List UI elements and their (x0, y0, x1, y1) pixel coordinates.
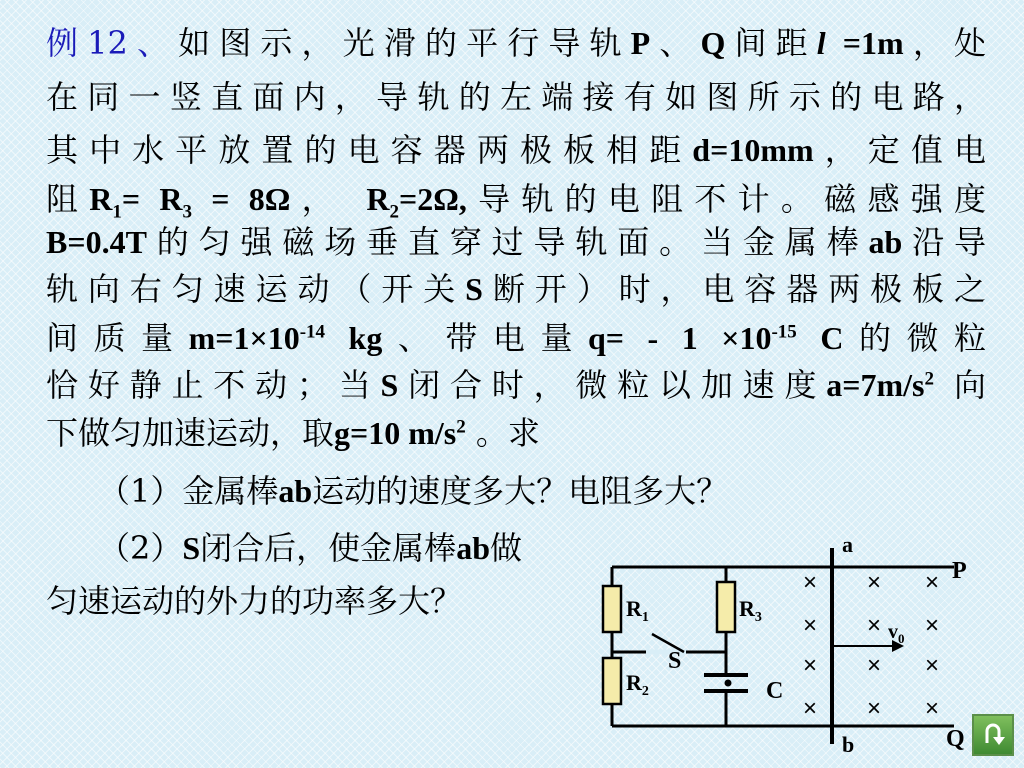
problem-line-6: 轨向右匀速运动（开关S断开）时，电容器两极板之 (46, 270, 986, 308)
circuit-diagram (596, 528, 1024, 768)
label-r2: $R_2$ (626, 670, 649, 699)
svg-text:×: × (802, 612, 818, 639)
question-1: （1）金属棒ab运动的速度多大？电阻多大？ (98, 472, 729, 510)
label-b: b (842, 732, 855, 757)
problem-line-2: 在同一竖直面内，导轨的左端接有如图所示的电路， (46, 78, 986, 116)
charged-particle (725, 680, 732, 687)
label-v0: $v_0$ (888, 621, 905, 646)
svg-text:×: × (802, 695, 818, 722)
label-r3: $R_3$ (739, 596, 762, 625)
question-2-part-1: （2）S闭合后，使金属棒ab做 (98, 529, 522, 567)
label-p: P (952, 558, 967, 584)
label-a: a (842, 532, 853, 557)
svg-text:×: × (866, 652, 882, 679)
svg-text:×: × (802, 652, 818, 679)
svg-text:×: × (802, 569, 818, 596)
question-2-part-2: 匀速运动的外力的功率多大？ (46, 582, 463, 620)
problem-line-7: 间质量$m=1\times 10^{-14}$ kg、带电量$q= - 1 \times 10^{-15}$ C的微粒 (46, 319, 987, 357)
label-r1: $R_1$ (626, 596, 649, 625)
problem-line-5: B=0.4T的匀强磁场垂直穿过导轨面。当金属棒ab沿导 (46, 223, 986, 261)
label-q: Q (946, 726, 965, 752)
svg-text:×: × (866, 612, 882, 639)
problem-line-3: 其中水平放置的电容器两极板相距d=10mm，定值电 (46, 131, 986, 169)
resistor-r3 (717, 582, 735, 632)
return-icon (979, 721, 1007, 749)
svg-text:×: × (866, 695, 882, 722)
problem-line-1: 例12、如图示，光滑的平行导轨P、Q间距l =1m，处 (46, 24, 986, 62)
label-s: S (668, 648, 682, 674)
svg-text:×: × (924, 652, 940, 679)
return-button[interactable] (972, 714, 1014, 756)
problem-line-4: 阻$R_1= R_3 = 8\Omega$， $R_2=2\Omega$,导轨的电阻不计。磁感强度 (46, 180, 986, 223)
svg-text:×: × (924, 612, 940, 639)
svg-text:×: × (924, 695, 940, 722)
svg-text:×: × (866, 569, 882, 596)
problem-number: 例12、 (46, 24, 179, 62)
resistor-r2 (603, 658, 621, 704)
label-c: C (766, 678, 784, 704)
problem-line-8: 恰好静止不动；当S闭合时，微粒以加速度$a=7m/s^2$ 向 (46, 366, 986, 404)
resistor-r1 (603, 586, 621, 632)
svg-text:×: × (924, 569, 940, 596)
problem-line-9: 下做匀加速运动，取g=10 $m/s^2$ 。求 (46, 414, 540, 452)
